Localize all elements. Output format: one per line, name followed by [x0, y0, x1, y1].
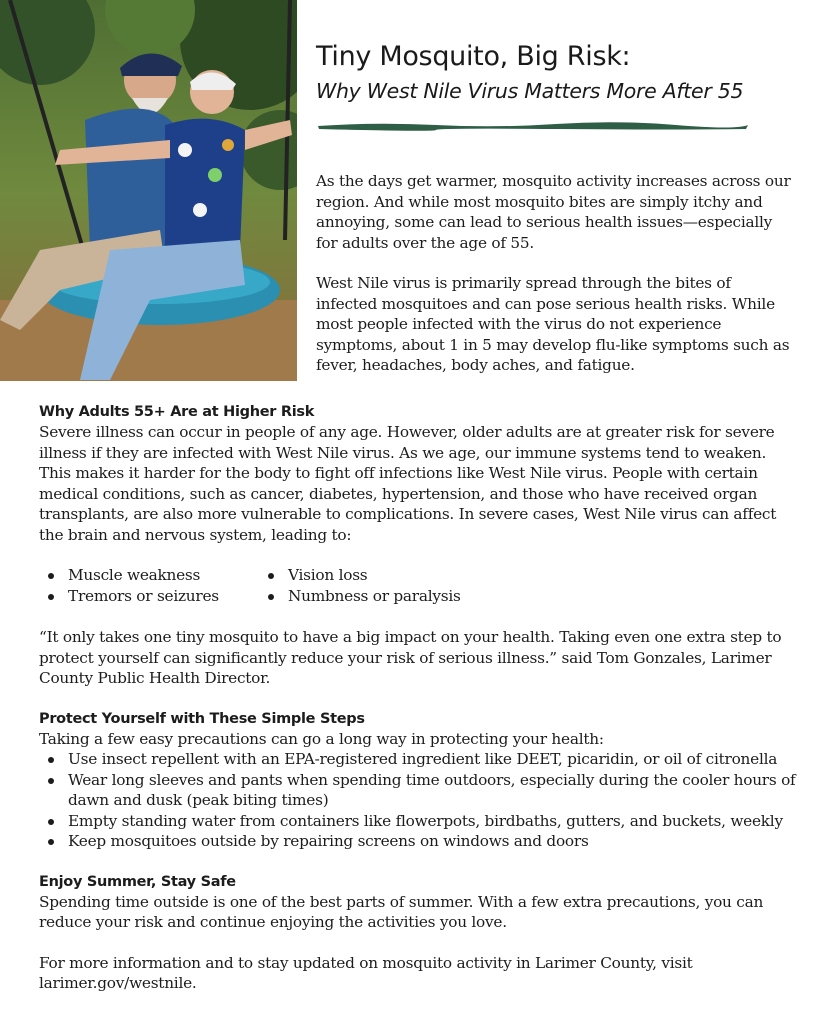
symptom-list — [39, 565, 799, 606]
page-subtitle: Why West Nile Virus Matters More After 55 — [316, 79, 744, 103]
list-item: Keep mosquitoes outside by repairing screens on windows and doors — [39, 831, 799, 852]
more-info-paragraph: For more information and to stay updated on mosquito activity in Larimer County, visit larimer.gov/westnile. — [39, 953, 693, 992]
list-item: Use insect repellent with an EPA-registered ingredient like DEET, picaridin, or oil of citronella — [39, 749, 799, 770]
protect-heading: Protect Yourself with These Simple Steps — [39, 710, 365, 727]
list-item: Muscle weakness — [39, 565, 259, 586]
list-item: Empty standing water from containers like flowerpots, birdbaths, gutters, and buckets, weekly — [39, 811, 799, 832]
intro-section — [316, 171, 796, 376]
summer-paragraph: Spending time outside is one of the best parts of summer. With a few extra precautions, you can reduce your risk and continue enjoying the activities you love. — [39, 892, 764, 931]
steps-list — [39, 749, 799, 852]
page-title: Tiny Mosquito, Big Risk: — [316, 41, 631, 72]
risk-paragraph: Severe illness can occur in people of any age. However, older adults are at greater risk for severe illness if they are infected with West Nile virus. As we age, our immune systems tend to weaken. This makes it harder for the body to fight off infections like West Nile virus. People with certain medical conditions, such as cancer, diabetes, hypertension, and those who have received organ transplants, are also more vulnerable to complications. In severe cases, West Nile virus can affect the brain and nervous system, leading to: — [39, 423, 777, 544]
list-item: Tremors or seizures — [39, 586, 259, 607]
brush-stroke-divider — [316, 118, 750, 134]
summer-heading: Enjoy Summer, Stay Safe — [39, 873, 236, 890]
intro-paragraph-2: West Nile virus is primarily spread through the bites of infected mosquitoes and can pose serious health risks. While most people infected with the virus do not experience symptoms, about 1 in 5 may develop flu-like symptoms such as fever, headaches, body aches, and fatigue. — [316, 274, 790, 374]
list-item: Wear long sleeves and pants when spending time outdoors, especially during the cooler hours of dawn and dusk (peak biting times) — [39, 770, 799, 811]
main-body — [39, 402, 799, 994]
risk-heading: Why Adults 55+ Are at Higher Risk — [39, 404, 315, 420]
list-item: Vision loss — [259, 565, 479, 586]
protect-intro: Taking a few easy precautions can go a long way in protecting your health: — [39, 729, 604, 748]
risk-section — [39, 402, 799, 606]
quote-paragraph: “It only takes one tiny mosquito to have a big impact on your health. Taking even one extra step to protect yourself can significantly reduce your risk of serious illness.” said Tom Gonzales, Larimer County Public Health Director. — [39, 628, 782, 687]
summer-section — [39, 872, 799, 994]
title-block — [316, 40, 796, 106]
list-item: Numbness or paralysis — [259, 586, 479, 607]
hero-photo — [0, 0, 297, 381]
protect-section — [39, 709, 799, 852]
intro-paragraph-1: As the days get warmer, mosquito activity increases across our region. And while most mosquito bites are simply itchy and annoying, some can lead to serious health issues—especially for adults over the age of 55. — [316, 172, 791, 252]
